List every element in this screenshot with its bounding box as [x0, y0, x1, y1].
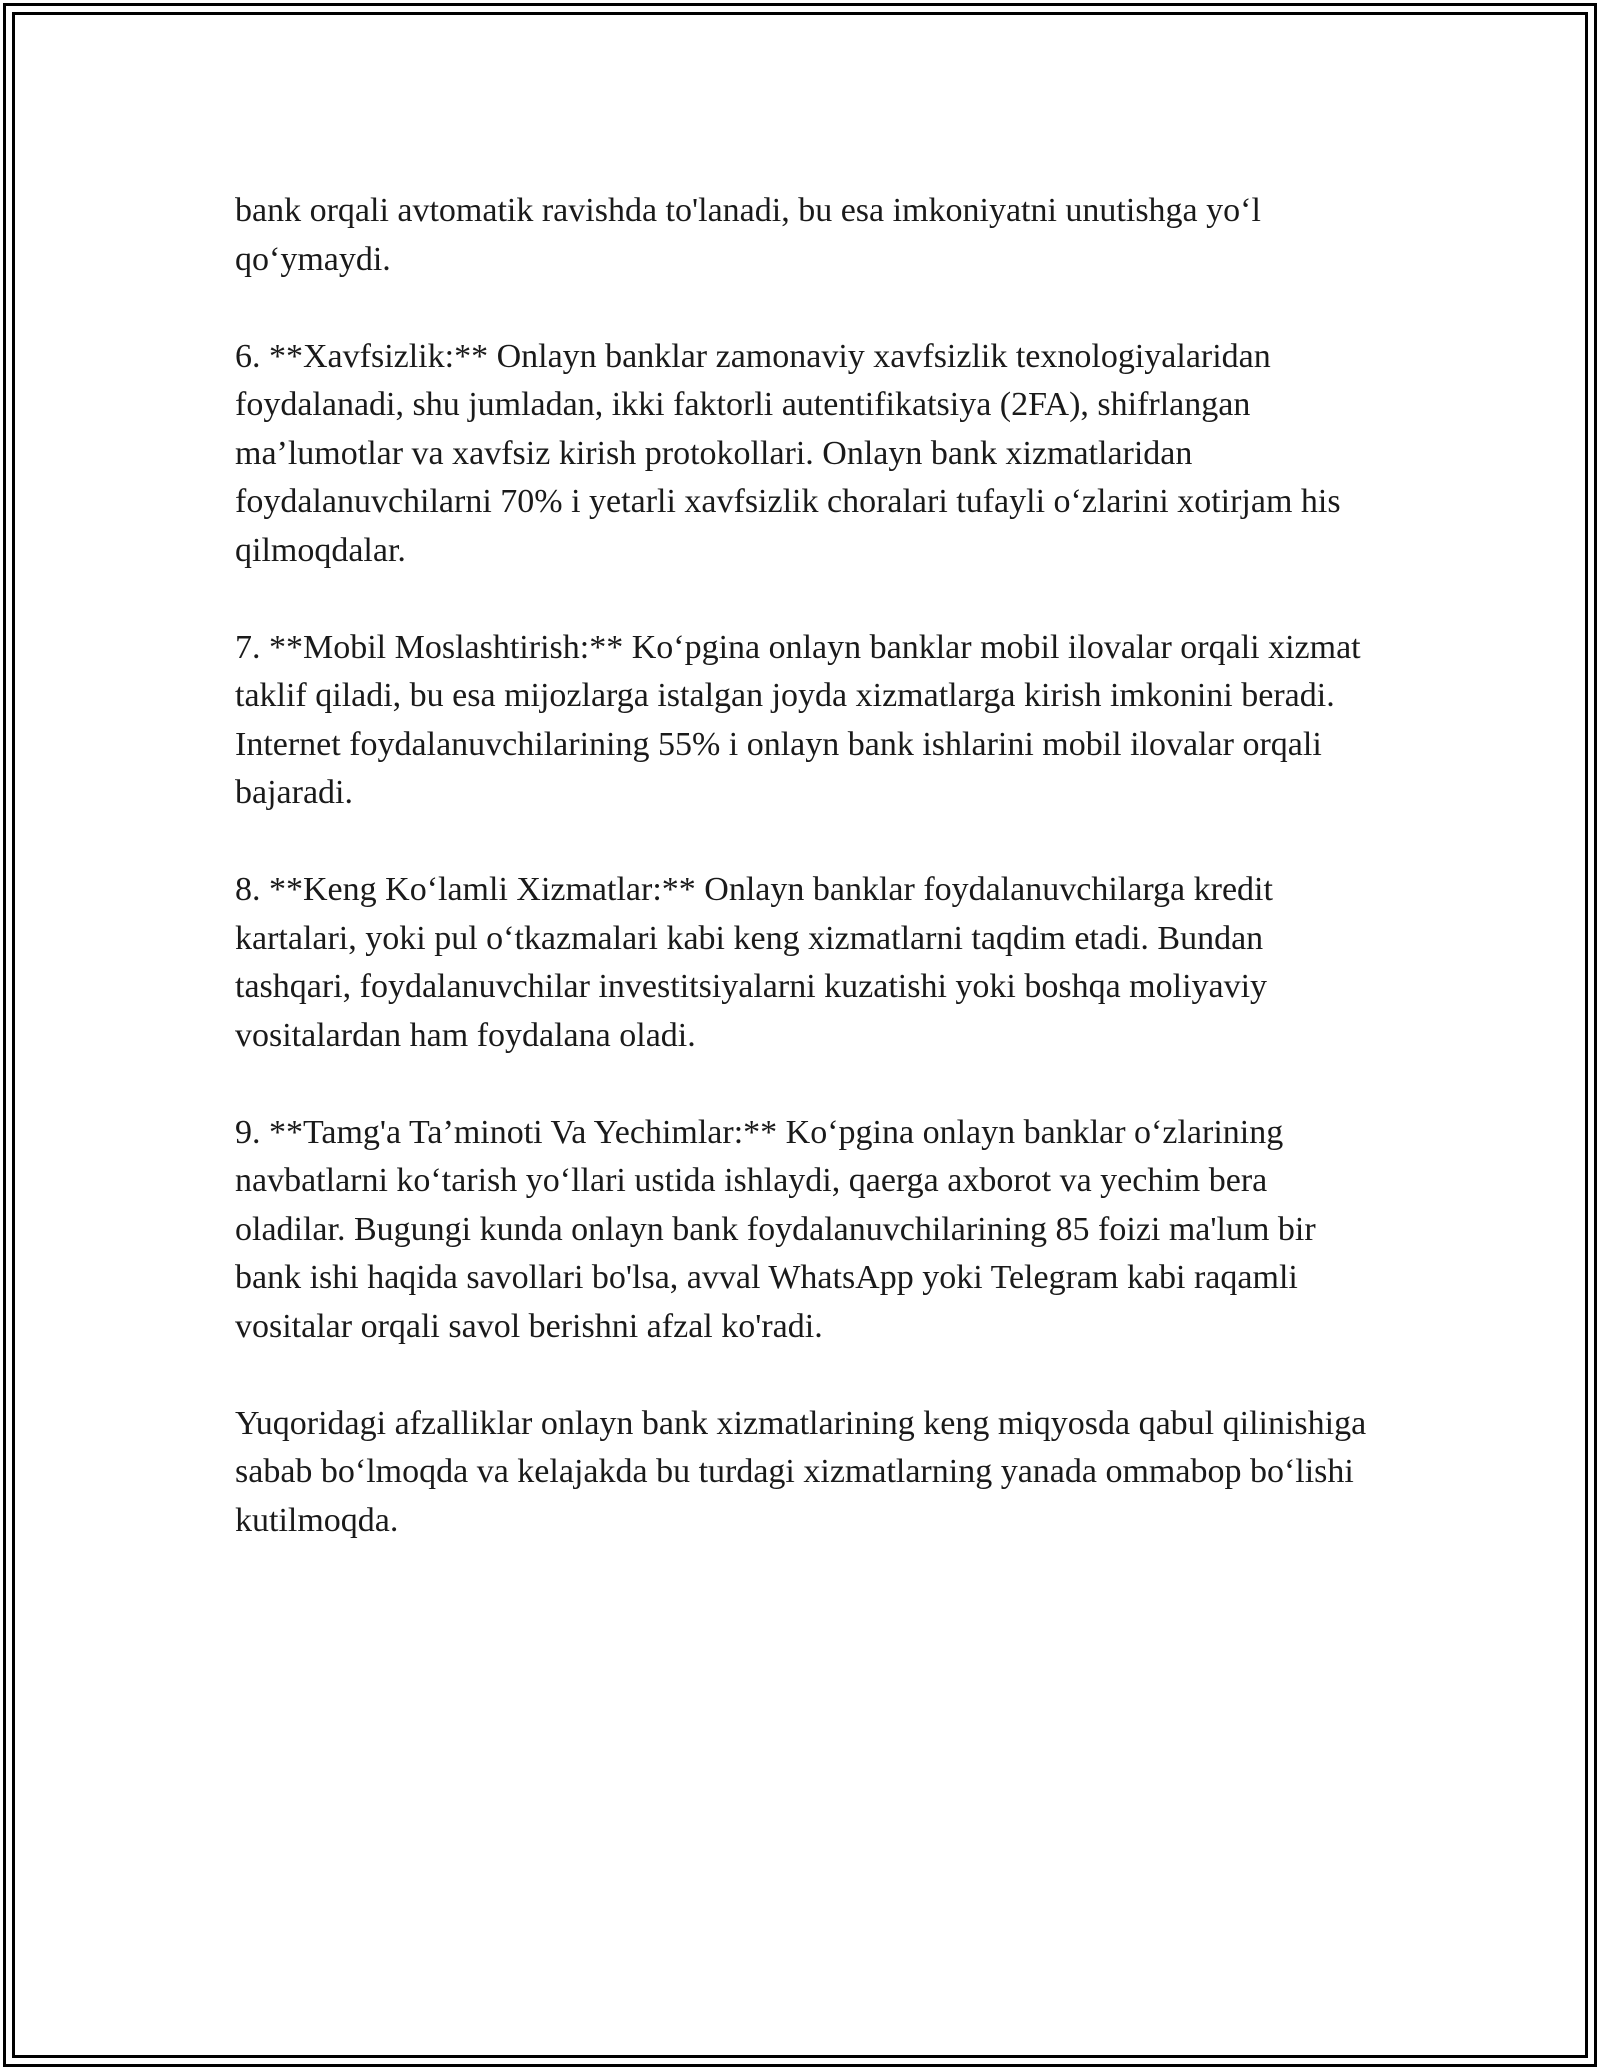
- paragraph-item-7-mobile: 7. **Mobil Moslashtirish:** Ko‘pgina onlayn banklar mobil ilovalar orqali xizmat taklif qiladi, bu esa mijozlarga istalgan joyda xizmatlarga kirish imkonini beradi. Internet foydalanuvchilarining 55% i onlayn bank ishlarini mobil ilovalar orqali bajaradi.: [235, 628, 1361, 811]
- paragraph-conclusion: Yuqoridagi afzalliklar onlayn bank xizmatlarining keng miqyosda qabul qilinishiga sabab bo‘lmoqda va kelajakda bu turdagi xizmatlarning yanada ommabop bo‘lishi kutilmoqda.: [235, 1404, 1367, 1539]
- document-body: [235, 187, 1375, 1594]
- paragraph-continuation: bank orqali avtomatik ravishda to'lanadi, bu esa imkoniyatni unutishga yo‘l qo‘ymaydi.: [235, 192, 1261, 278]
- paragraph-item-6-security: 6. **Xavfsizlik:** Onlayn banklar zamonaviy xavfsizlik texnologiyalaridan foydalanadi, shu jumladan, ikki faktorli autentifikatsiya (2FA), shifrlangan ma’lumotlar va xavfsiz kirish protokollari. Onlayn bank xizmatlaridan foydalanuvchilarni 70% i yetarli xavfsizlik choralari tufayli o‘zlarini xotirjam his qilmoqdalar.: [235, 337, 1341, 569]
- paragraph-item-9-support: 9. **Tamg'a Ta’minoti Va Yechimlar:** Ko‘pgina onlayn banklar o‘zlarining navbatlarni ko‘tarish yo‘llari ustida ishlaydi, qaerga axborot va yechim bera oladilar. Bugungi kunda onlayn bank foydalanuvchilarining 85 foizi ma'lum bir bank ishi haqida savollari bo'lsa, avval WhatsApp yoki Telegram kabi raqamli vositalar orqali savol berishni afzal ko'radi.: [235, 1113, 1316, 1345]
- paragraph-item-8-services: 8. **Keng Ko‘lamli Xizmatlar:** Onlayn banklar foydalanuvchilarga kredit kartalari, yoki pul o‘tkazmalari kabi keng xizmatlarni taqdim etadi. Bundan tashqari, foydalanuvchilar investitsiyalarni kuzatishi yoki boshqa moliyaviy vositalardan ham foydalana oladi.: [235, 871, 1273, 1054]
